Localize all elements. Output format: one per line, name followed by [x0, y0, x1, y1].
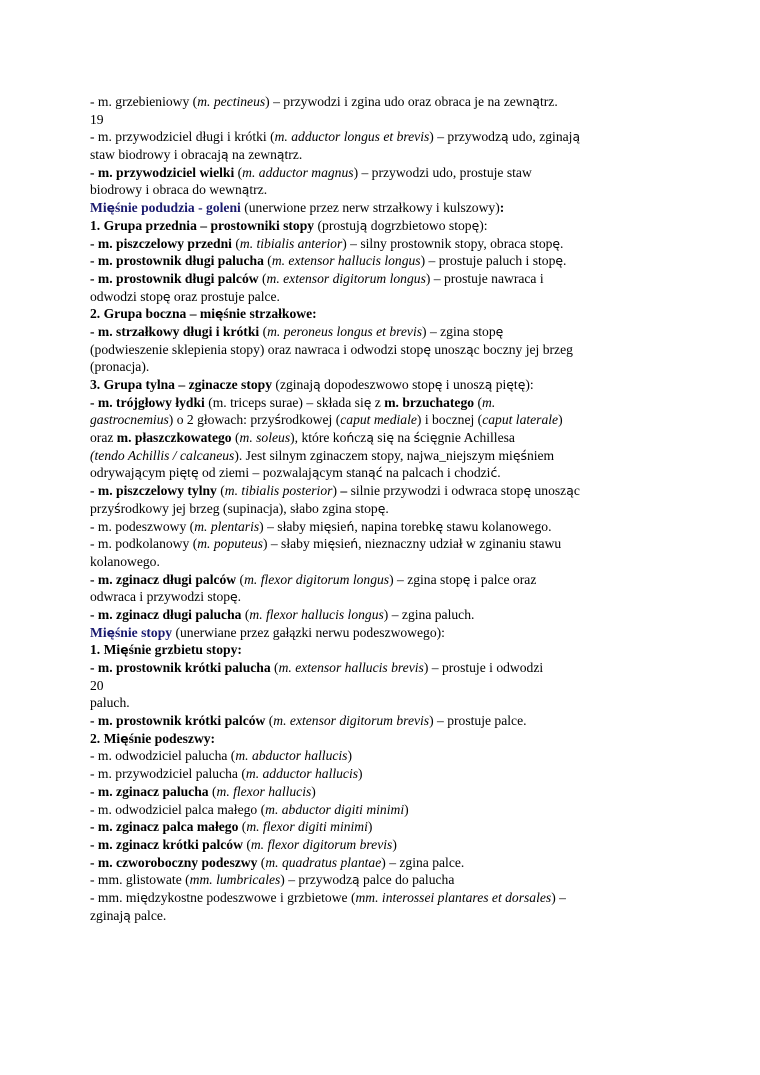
text-line: [90, 217, 700, 235]
text-run: (unerwione przez nerw strzałkowy i kulszowy): [240, 200, 500, 216]
text-run: śnie podeszwy:: [128, 730, 216, 746]
text-run: m. pectineus: [197, 94, 266, 109]
text-run: śnie grzbietu stopy:: [128, 642, 242, 658]
text-run: ę: [435, 518, 444, 534]
text-run: ): [367, 819, 373, 835]
text-run: staw biodrowy i obracaj: [90, 147, 221, 163]
text-run: (: [234, 164, 243, 180]
text-line: [90, 765, 700, 783]
text-run: ę: [552, 235, 561, 251]
text-run: m. abductor hallucis: [235, 748, 348, 764]
text-line: [90, 677, 700, 695]
text-run: ą: [221, 147, 229, 163]
text-run: m. adductor hallucis: [245, 766, 359, 782]
text-run: .: [237, 589, 242, 605]
text-run: odwraca i przywodzi stop: [90, 589, 231, 605]
text-run: ę: [517, 377, 526, 392]
text-run: ę: [120, 730, 129, 746]
text-run: ) – słaby mi: [259, 518, 324, 534]
text-line: [90, 747, 700, 765]
text-run: m. tibialis posterior: [224, 483, 333, 499]
text-run: m. flexor digitorum brevis: [250, 836, 393, 852]
text-run: i unosz: [442, 377, 485, 392]
text-run: odwodzi stop: [90, 288, 163, 304]
text-run: 2. Mi: [90, 730, 121, 746]
text-run: silnie przywodzi i odwraca stop: [347, 483, 524, 499]
text-run: Mi: [90, 200, 107, 216]
text-run: na palcach i chodzi: [382, 465, 491, 481]
text-run: si: [373, 430, 387, 446]
text-run: (: [265, 713, 274, 729]
text-run: ): [332, 483, 337, 499]
text-run: m. soleus: [239, 430, 291, 446]
text-run: ) –: [551, 889, 566, 905]
text-run: ę: [327, 536, 336, 552]
text-line: [90, 429, 700, 447]
text-run: (: [241, 606, 250, 622]
text-run: ę: [555, 253, 563, 269]
text-run: ąć: [368, 465, 383, 481]
text-run: - m. grzebieniowy (: [90, 94, 198, 109]
text-run: ę: [462, 571, 471, 587]
text-run: ). Jest silnym zginaczem stopy, najwa_niejszym mi: [234, 447, 513, 463]
text-line: [90, 889, 700, 907]
text-line: [90, 836, 700, 854]
text-run: ę: [120, 642, 129, 658]
text-run: - mm. glistowate (: [90, 872, 190, 888]
text-run: Mi: [90, 624, 107, 640]
text-run: m.: [482, 394, 496, 410]
text-line: [90, 305, 700, 323]
text-run: ): [358, 766, 363, 782]
text-run: trz.: [284, 147, 303, 163]
text-run: - m. zginacz krótki palców: [90, 836, 243, 852]
text-line: [90, 270, 700, 288]
text-run: ) – przywodz: [280, 872, 353, 888]
text-run: ), które ko: [290, 430, 347, 446]
text-run: (: [258, 270, 267, 286]
text-run: :: [499, 200, 505, 216]
text-run: palce.: [130, 907, 167, 923]
text-run: ): [347, 748, 353, 764]
text-line: [90, 553, 700, 571]
text-run: śnie podudzia - goleni: [115, 200, 241, 216]
text-run: - m. prostownik długi palucha: [90, 253, 264, 269]
text-run: (podwieszenie sklepienia stopy) oraz nawraca i odwodzi stop: [90, 341, 424, 357]
text-run: (prostuj: [314, 217, 360, 233]
text-run: cym pi: [142, 465, 180, 481]
text-run: na zewn: [228, 147, 277, 163]
text-run: ) i bocznej (: [416, 412, 483, 428]
text-line: [90, 518, 700, 536]
text-run: m. płaszczkowatego: [116, 430, 232, 446]
text-run: - m. prostownik krótki palców: [90, 713, 266, 729]
text-run: - m. podeszwowy (: [90, 518, 195, 534]
text-run: ) – zgina palce.: [381, 854, 465, 870]
text-run: - m. odwodziciel palucha (: [90, 748, 236, 764]
text-line: [90, 730, 700, 748]
text-run: ) – słaby mi: [262, 536, 328, 552]
text-run: ) – prostuje nawraca i: [425, 270, 544, 286]
text-run: (: [231, 430, 240, 446]
text-run: - m. trójgłowy łydki: [90, 394, 205, 410]
text-line: [90, 199, 700, 217]
text-run: cym stan: [319, 465, 369, 481]
text-run: ) – zgina stop: [389, 571, 463, 587]
text-run: unosz: [531, 483, 567, 499]
text-run: ): [311, 783, 316, 799]
text-run: ą: [501, 129, 509, 145]
text-run: oraz prostuje palce.: [170, 288, 280, 304]
text-run: ą: [276, 147, 285, 163]
text-run: ę: [523, 483, 532, 499]
text-run: ą: [311, 465, 320, 481]
text-run: - mm. mi: [90, 889, 141, 905]
text-run: m. brzuchatego: [384, 394, 475, 410]
text-run: - m. czworoboczny podeszwy: [90, 854, 258, 870]
text-run: dogrzbietowo stop: [367, 217, 472, 233]
text-line: [90, 500, 700, 518]
text-run: ę: [162, 288, 171, 304]
text-run: m. poputeus: [197, 536, 263, 552]
text-run: ) – prostuje palce.: [429, 713, 527, 729]
text-line: [90, 128, 700, 146]
text-run: ): [558, 412, 563, 428]
text-run: ń: [346, 430, 355, 446]
text-line: [90, 907, 700, 925]
text-line: [90, 146, 700, 164]
text-line: [90, 606, 700, 624]
text-line: [90, 394, 700, 412]
text-run: ę: [323, 518, 332, 534]
text-run: od ziemi – pozwalaj: [198, 465, 312, 481]
text-run: gastrocnemius: [90, 412, 169, 428]
text-run: t: [187, 465, 191, 481]
text-line: [90, 659, 700, 677]
text-run: dopodeszwowo stop: [320, 377, 435, 392]
text-run: (unerwiane przez gałązki nerwu podeszwowego):: [172, 624, 445, 640]
text-run: ) o 2 głowach: przy: [168, 412, 275, 428]
text-run: i palce oraz: [470, 571, 537, 587]
text-run: (: [236, 571, 245, 587]
text-run: ę: [230, 589, 238, 605]
text-run: m. flexor hallucis longus: [249, 606, 384, 622]
text-run: (: [257, 854, 266, 870]
text-run: ę: [386, 430, 394, 446]
text-run: ć: [490, 465, 498, 481]
text-run: - m. przywodziciel wielki: [90, 164, 235, 180]
text-run: ) – silny prostownik stopy, obraca stop: [342, 235, 553, 251]
text-run: ś: [274, 412, 281, 428]
text-run: ą: [352, 872, 360, 888]
text-run: ą: [313, 377, 321, 392]
text-run: (: [231, 235, 240, 251]
text-run: z: [371, 394, 385, 410]
text-run: zginaj: [90, 907, 124, 923]
text-run: - m. piszczelowy przedni: [90, 235, 232, 251]
text-run: (zginaj: [272, 377, 314, 392]
text-run: ci: [420, 430, 430, 446]
text-run: odrywaj: [90, 465, 135, 481]
text-line: [90, 376, 700, 394]
text-run: m. abductor digiti minimi: [265, 801, 405, 817]
text-run: ą: [466, 341, 474, 357]
text-run: niem: [526, 447, 555, 463]
text-run: (: [238, 819, 247, 835]
text-run: - m. zginacz palca małego: [90, 819, 239, 835]
text-run: paluch.: [90, 695, 130, 711]
text-run: ) – przywodzi udo, prostuje staw: [353, 164, 532, 180]
text-run: kolanowego.: [90, 553, 160, 569]
text-run: (: [263, 253, 272, 269]
text-run: ę: [179, 465, 188, 481]
text-run: gnie Achillesa: [437, 430, 515, 446]
text-run: ) – prostuje paluch i stop: [420, 253, 556, 269]
text-run: ń: [350, 536, 359, 552]
text-line: [90, 571, 700, 589]
text-line: [90, 288, 700, 306]
text-line: [90, 535, 700, 553]
text-run: oraz: [90, 430, 117, 446]
text-run: ą: [572, 129, 581, 145]
text-run: m. peroneus longus et brevis: [267, 323, 423, 339]
text-line: [90, 641, 700, 659]
text-run: sie: [331, 518, 347, 534]
text-run: ą: [241, 182, 250, 198]
text-run: śnie strzałkowe:: [223, 306, 317, 322]
text-run: mm. lumbricales: [189, 872, 281, 888]
text-line: [90, 93, 700, 111]
text-run: - m. zginacz długi palucha: [90, 606, 242, 622]
text-run: rodkowej (: [280, 412, 341, 428]
text-run: (: [208, 783, 217, 799]
text-run: ą: [366, 430, 374, 446]
document-page: [90, 93, 700, 924]
text-run: 20: [90, 677, 104, 693]
text-run: ą: [484, 377, 493, 392]
text-run: , napina torebk: [354, 518, 436, 534]
text-run: ) – przywodz: [429, 129, 502, 145]
text-run: c boczny jej brzeg: [473, 341, 573, 357]
text-run: - m. prostownik krótki palucha: [90, 660, 271, 675]
text-run: ą: [359, 217, 368, 233]
text-run: .: [560, 235, 564, 251]
text-run: ś: [413, 430, 421, 446]
text-line: [90, 783, 700, 801]
text-run: ę: [495, 323, 504, 339]
text-run: unosz: [430, 341, 467, 357]
text-run: .: [385, 500, 389, 516]
text-run: ą: [134, 465, 143, 481]
text-run: śnie stopy: [115, 624, 173, 640]
text-run: m. extensor digitorum longus: [266, 270, 426, 286]
text-run: (: [474, 394, 482, 410]
text-run: ę: [434, 377, 443, 392]
text-run: m. extensor hallucis brevis: [278, 660, 424, 675]
text-run: cz: [354, 430, 367, 446]
text-run: m. flexor hallucis: [216, 783, 312, 799]
text-line: [90, 588, 700, 606]
text-run: trz.: [249, 182, 268, 198]
text-run: ): [404, 801, 409, 817]
text-line: [90, 411, 700, 429]
text-run: ą: [532, 94, 540, 109]
text-run: ):: [525, 377, 534, 392]
text-run: ę: [506, 377, 514, 392]
text-run: palce do palucha: [359, 872, 455, 888]
text-run: udo, zginaj: [508, 129, 573, 145]
text-run: t: [513, 377, 518, 392]
text-run: .: [497, 465, 501, 481]
text-run: ) – przywodzi i zgina udo oraz obraca je na zewn: [265, 94, 533, 109]
text-run: ń: [346, 518, 355, 534]
text-run: m. plentaris: [194, 518, 260, 534]
text-line: [90, 323, 700, 341]
text-run: m. tibialis anterior: [239, 235, 343, 251]
text-run: .: [563, 253, 567, 269]
text-run: - m. piszczelowy tylny: [90, 483, 217, 499]
text-run: ę: [106, 624, 116, 640]
text-run: ę: [471, 217, 480, 233]
text-run: m. adductor longus et brevis: [274, 129, 430, 145]
text-line: [90, 801, 700, 819]
text-run: caput mediale: [340, 412, 417, 428]
text-run: (tendo Achillis / calcaneus: [90, 447, 235, 463]
text-run: 19: [90, 111, 104, 127]
text-run: m. flexor digiti minimi: [246, 819, 368, 835]
text-run: m. flexor digitorum longus: [244, 571, 390, 587]
text-run: - m. strzałkowy długi i krótki: [90, 323, 260, 339]
text-run: , nieznaczny udział w zginaniu stawu: [358, 536, 562, 552]
text-line: [90, 482, 700, 500]
text-run: m. quadratus plantae: [265, 854, 382, 870]
text-run: ę: [423, 341, 431, 357]
text-line: [90, 358, 700, 376]
text-run: 1. Grupa przednia – prostowniki stopy: [90, 217, 315, 233]
text-run: stawu kolanowego.: [443, 518, 552, 534]
text-line: [90, 712, 700, 730]
text-run: biodrowy i obraca do wewn: [90, 182, 242, 198]
text-line: [90, 464, 700, 482]
text-line: [90, 871, 700, 889]
text-run: ą: [566, 483, 574, 499]
text-run: 3. Grupa tylna – zginacze stopy: [90, 377, 273, 392]
text-line: [90, 235, 700, 253]
text-run: - m. przywodziciel długi i krótki (: [90, 129, 275, 145]
text-run: ś: [114, 500, 121, 516]
text-line: [90, 341, 700, 359]
text-line: [90, 111, 700, 129]
text-run: (: [259, 323, 268, 339]
text-run: ę: [215, 306, 224, 322]
text-run: ) – zgina stop: [422, 323, 496, 339]
text-run: - m. zginacz długi palców: [90, 571, 237, 587]
text-run: (: [216, 483, 225, 499]
text-line: [90, 164, 700, 182]
text-run: ) – prostuje i odwodzi: [423, 660, 544, 675]
text-run: na: [394, 430, 414, 446]
text-run: ę: [190, 465, 199, 481]
text-run: ):: [479, 217, 488, 233]
text-run: sie: [335, 536, 351, 552]
text-run: trz.: [540, 94, 558, 109]
text-line: [90, 694, 700, 712]
text-run: mm. interossei plantares et dorsales: [355, 889, 552, 905]
text-line: [90, 252, 700, 270]
text-line: [90, 818, 700, 836]
text-run: (m. triceps surae) – składa si: [204, 394, 364, 410]
text-run: dzykostne podeszwowe i grzbietowe (: [147, 889, 356, 905]
text-run: (: [242, 836, 251, 852]
text-run: ę: [140, 889, 148, 905]
text-run: (: [270, 660, 279, 675]
text-run: - m. zginacz palucha: [90, 783, 209, 799]
text-run: rodkowy jej brzeg (supinacja), słabo zgina stop: [120, 500, 378, 516]
text-run: ) – zgina paluch.: [383, 606, 475, 622]
text-run: - m. przywodziciel palucha (: [90, 766, 246, 782]
text-line: [90, 854, 700, 872]
text-run: caput laterale: [482, 412, 559, 428]
text-run: ): [392, 836, 397, 852]
text-run: ę: [106, 200, 116, 216]
text-run: ą: [123, 907, 131, 923]
text-run: ę: [363, 394, 372, 410]
text-run: przy: [90, 500, 115, 516]
text-run: m. extensor hallucis longus: [271, 253, 421, 269]
text-run: - m. odwodziciel palca małego (: [90, 801, 266, 817]
text-run: - m. podkolanowy (: [90, 536, 198, 552]
text-run: ę: [429, 430, 438, 446]
text-run: (pronacja).: [90, 359, 150, 375]
text-run: ę: [377, 500, 386, 516]
text-run: 2. Grupa boczna – mi: [90, 306, 215, 322]
text-run: m. extensor digitorum brevis: [273, 713, 430, 729]
text-line: [90, 624, 700, 642]
text-run: 1. Mi: [90, 642, 121, 658]
text-run: c: [573, 483, 580, 499]
text-line: [90, 447, 700, 465]
text-line: [90, 181, 700, 199]
text-run: m. adductor magnus: [242, 164, 354, 180]
text-run: - m. prostownik długi palców: [90, 270, 259, 286]
text-run: pi: [492, 377, 507, 392]
text-run: –: [336, 483, 348, 499]
text-run: ęś: [512, 447, 527, 463]
